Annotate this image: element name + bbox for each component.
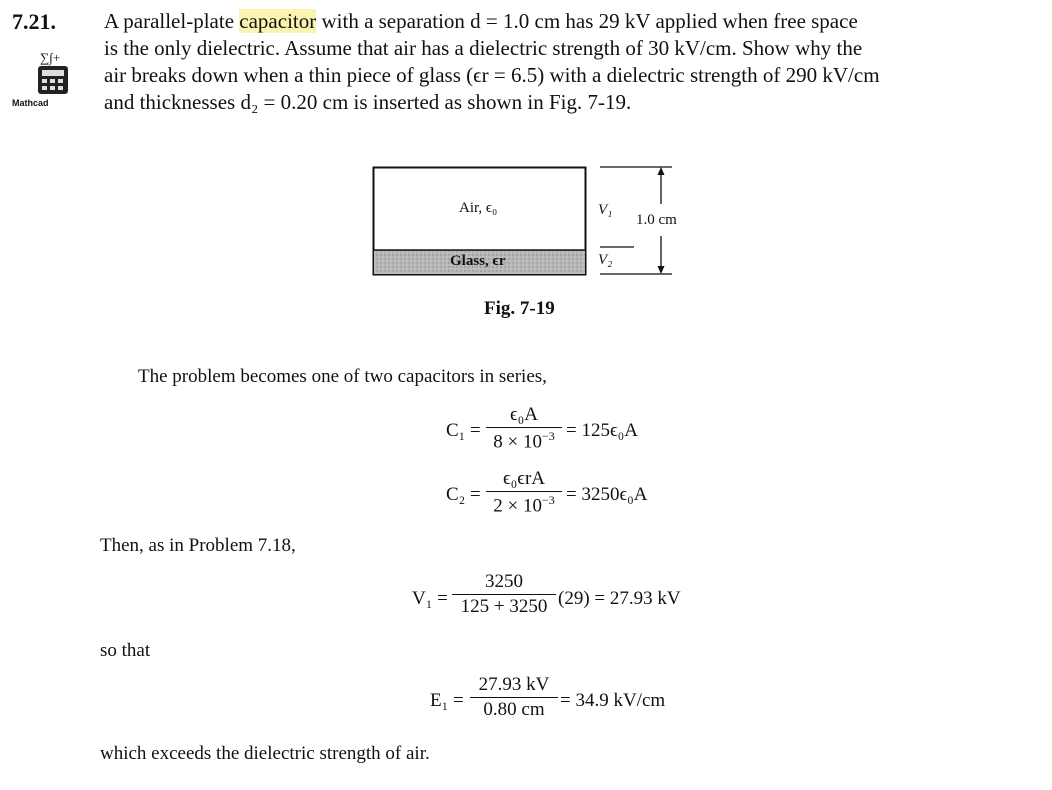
so-that-text: so that [100,640,151,661]
c2-numerator: ϵ₀ϵrA [502,468,546,489]
e1-rhs: = 34.9 kV/cm [560,690,666,711]
c2-rhs: = 3250ϵ₀A [566,484,648,505]
v1-eq-rhs: (29) = 27.93 kV [558,588,681,609]
glass-label: Glass, ϵr [450,253,506,269]
e1-numerator: 27.93 kV [478,674,550,695]
highlighted-word: capacitor [239,9,317,33]
problem-line-2: is the only dielectric. Assume that air has a dielectric strength of 30 kV/cm. Show why the [104,36,863,60]
conclusion-text: which exceeds the dielectric strength of air. [100,743,430,764]
problem-number: 7.21. [12,9,56,34]
svg-text:∑∫+: ∑∫+ [40,50,61,65]
v1-fraction [452,571,556,618]
v1-eq-lhs: V₁ = [412,588,448,609]
problem-line-4: and thicknesses d₂ = 0.20 cm is inserted as shown in Fig. 7-19. [104,90,632,114]
c1-denominator: $8 \times 10^{-3}$ [493,429,555,453]
c2-lhs: C₂ = [446,484,481,505]
v2-label: V₂ [598,252,613,268]
c1-fraction [486,404,562,453]
v1-denominator: 125 + 3250 [460,596,548,617]
mathcad-label: Mathcad [12,98,49,108]
problem-line-1-post: with a separation d = 1.0 cm has 29 kV applied when free space [316,9,858,33]
then-text: Then, as in Problem 7.18, [100,535,296,556]
c2-fraction [486,468,562,517]
problem-line-3: air breaks down when a thin piece of glass (ϵr = 6.5) with a dielectric strength of 290 kV/cm [104,63,880,87]
e1-denominator: 0.80 cm [483,699,545,720]
mathcad-icon [12,48,92,112]
air-label: Air, ϵ₀ [459,200,498,216]
c1-rhs: = 125ϵ₀A [566,420,639,441]
c1-numerator: ϵ₀A [509,404,539,425]
c2-denominator: $2 \times 10^{-3}$ [493,493,555,517]
solution-intro: The problem becomes one of two capacitors in series, [138,366,547,387]
v1-label: V₁ [598,202,613,218]
dimension-label: 1.0 cm [636,212,677,228]
v1-numerator: 3250 [485,571,523,592]
c1-lhs: C₁ = [446,420,481,441]
e1-fraction [470,674,558,721]
figure-7-19 [372,162,702,282]
problem-line-1 [104,9,858,34]
e1-lhs: E₁ = [430,690,464,711]
figure-caption: Fig. 7-19 [484,298,555,319]
problem-line-1-pre: A parallel-plate [104,9,240,33]
